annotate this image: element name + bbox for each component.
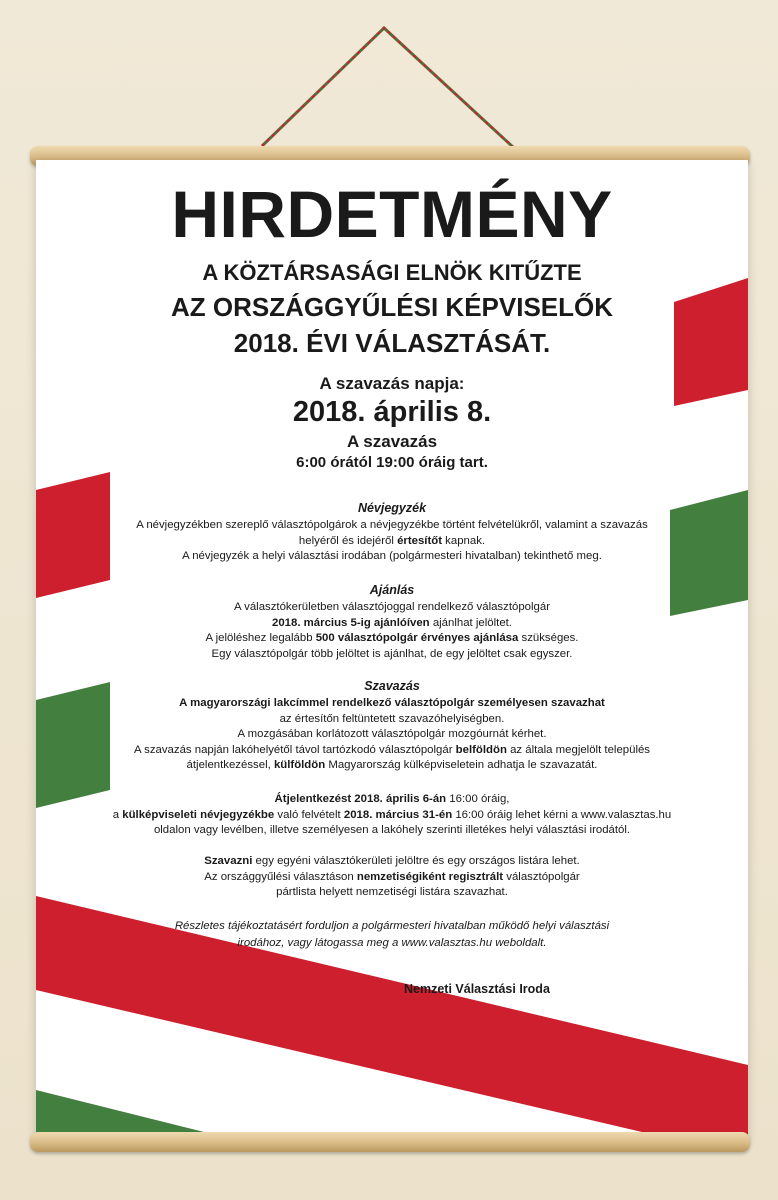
text-line: Egy választópolgár több jelöltet is ajánlhat, de egy jelöltet csak egyszer.: [211, 647, 573, 660]
vote-date: 2018. április 8.: [292, 396, 492, 428]
text-line: helyéről és idejéről értesítőt kapnak.: [298, 534, 486, 547]
text-line: A mozgásában korlátozott választópolgár mozgóurnát kérhet.: [237, 728, 547, 740]
text-line: A szavazás napján lakóhelyétől távol tartózkodó választópolgár belföldön az általa megjelölt település: [133, 743, 651, 756]
section-nevjegyzek: [136, 500, 648, 565]
section-heading: Ajánlás: [369, 583, 415, 597]
subtitle-line-2: AZ ORSZÁGGYŰLÉSI KÉPVISELŐK: [170, 292, 614, 322]
text-line: Átjelentkezést 2018. április 6-án 16:00 óráig,: [274, 793, 510, 805]
section-atjelentkezes: [112, 792, 672, 839]
red-stripe-left: [36, 472, 110, 598]
bottom-wooden-rod: [30, 1132, 750, 1152]
text-line: A névjegyzékben szereplő választópolgárok a névjegyzékbe történt felvételükről, valamint a szavazás: [136, 519, 648, 531]
text-line: oldalon vagy levélben, illetve személyesen a lakóhely szerinti illetékes helyi választási irodától.: [153, 824, 631, 836]
section-szavazni: [136, 854, 648, 901]
text-line: Részletes tájékoztatásért forduljon a polgármesteri hivatalban működő helyi választási: [174, 920, 610, 932]
poster: [36, 160, 748, 1140]
green-stripe-right: [670, 490, 748, 616]
text-line: A névjegyzék a helyi választási irodában (polgármesteri hivatalban) tekinthető meg.: [182, 550, 602, 562]
section-reszletes: [136, 918, 648, 951]
section-heading: Szavazás: [364, 679, 420, 693]
text-line: a külképviseleti névjegyzékbe való felvételt 2018. március 31-én 16:00 óráig lehet kérni a www.valasztas.hu: [112, 808, 672, 821]
text-line: A magyarországi lakcímmel rendelkező választópolgár személyesen szavazhat: [179, 697, 605, 709]
text-line: Az országgyűlési választáson nemzetiségiként regisztrált választópolgár: [204, 870, 580, 883]
signature: Nemzeti Választási Iroda: [404, 982, 550, 996]
subtitle-line-3: 2018. ÉVI VÁLASZTÁSÁT.: [233, 328, 551, 358]
green-stripe-left: [36, 682, 110, 808]
text-line: átjelentkezéssel, külföldön Magyarország külképviseletein adhatja le szavazatát.: [186, 759, 598, 771]
text-line: 2018. március 5-ig ajánlóíven ajánlhat jelöltet.: [272, 616, 512, 629]
section-ajanlas: [136, 582, 648, 662]
vote-hours-label: A szavazás: [346, 432, 438, 451]
section-heading: Névjegyzék: [357, 501, 427, 515]
hanging-cord: [0, 0, 778, 160]
text-line: pártlista helyett nemzetiségi listára szavazhat.: [276, 886, 508, 898]
text-line: irodához, vagy látogassa meg a www.valasztas.hu weboldalt.: [237, 936, 547, 949]
text-line: A választókerületben választójoggal rendelkező választópolgár: [234, 601, 550, 613]
section-szavazas: [112, 678, 672, 774]
vote-day-label: A szavazás napja:: [319, 374, 465, 393]
text-line: Szavazni egy egyéni választókerületi jelöltre és egy országos listára lehet.: [204, 855, 580, 867]
vote-hours: 6:00 órától 19:00 óráig tart.: [296, 454, 488, 471]
subtitle-line-1: A KÖZTÁRSASÁGI ELNÖK KITŰZTE: [202, 260, 582, 285]
text-line: az értesítőn feltüntetett szavazóhelyiségben.: [279, 712, 505, 725]
text-line: A jelöléshez legalább 500 választópolgár érvényes ajánlása szükséges.: [205, 632, 579, 644]
poster-title: HIRDETMÉNY: [171, 177, 613, 251]
